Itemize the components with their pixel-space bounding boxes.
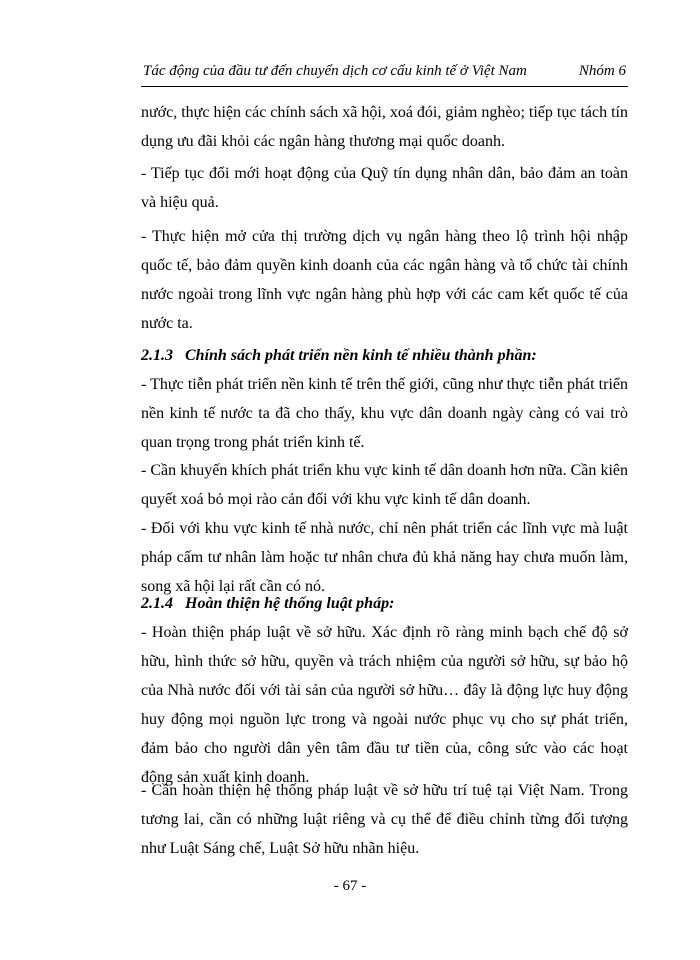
- section-title: Hoàn thiện hệ thống luật pháp:: [185, 595, 395, 612]
- section-heading-2-1-3: [141, 341, 628, 370]
- paragraph-4: - Thực tiễn phát triển nền kinh tế trên thế giới, cũng như thực tiễn phát triển nền kinh tế nước ta đã cho thấy, khu vực dân doanh ngày càng có vai trò quan trọng trong phát triển kinh tế.: [141, 376, 628, 451]
- section-heading-2-1-4: [141, 589, 628, 618]
- paragraph-2: - Tiếp tục đổi mới hoạt động của Quỹ tín dụng nhân dân, bảo đảm an toàn và hiệu quả.: [141, 165, 628, 211]
- paragraph-6: - Đối với khu vực kinh tế nhà nước, chỉ nên phát triển các lĩnh vực mà luật pháp cấm tư nhân làm hoặc tư nhân chưa đủ khả năng hay chưa muốn làm, song xã hội lại rất cần có nó.: [141, 520, 628, 595]
- paragraph-5: - Cần khuyến khích phát triển khu vực kinh tế dân doanh hơn nữa. Cần kiên quyết xoá bỏ mọi rào cản đối với khu vực kinh tế dân doanh.: [141, 462, 628, 508]
- paragraph-8: - Cần hoàn thiện hệ thống pháp luật về sở hữu trí tuệ tại Việt Nam. Trong tương lai, cần có những luật riêng và cụ thể để điều chỉnh từng đối tượng như Luật Sáng chế, Luật Sở hữu nhãn hiệu.: [141, 782, 628, 857]
- header-title: Tác động của đầu tư đến chuyển dịch cơ cấu kinh tế ở Việt Nam: [143, 63, 527, 79]
- paragraph-7: - Hoàn thiện pháp luật về sở hữu. Xác định rõ ràng minh bạch chế độ sở hữu, hình thức sở hữu, quyền và trách nhiệm của người sở hữu, sự bảo hộ của Nhà nước đối với tài sản của người sở hữu… đây là động lực huy động huy động mọi nguồn lực trong và ngoài nước phục vụ cho sự phát triển, đảm bảo cho người dân yên tâm đầu tư tiền của, công sức vào các hoạt động sản xuất kinh doanh.: [141, 624, 628, 786]
- page-number: - 67 -: [333, 878, 367, 894]
- section-number: 2.1.3: [141, 347, 173, 364]
- header-group: Nhóm 6: [578, 63, 626, 79]
- paragraph-1: nước, thực hiện các chính sách xã hội, xoá đói, giảm nghèo; tiếp tục tách tín dụng ưu đãi khỏi các ngân hàng thương mại quốc doanh.: [141, 104, 628, 150]
- section-number: 2.1.4: [141, 595, 173, 612]
- paragraph-3: - Thực hiện mở cửa thị trường dịch vụ ngân hàng theo lộ trình hội nhập quốc tế, bảo đảm quyền kinh doanh của các ngân hàng và tổ chức tài chính nước ngoài trong lĩnh vực ngân hàng phù hợp với các cam kết quốc tế của nước ta.: [141, 228, 628, 332]
- section-title: Chính sách phát triển nền kinh tế nhiều thành phần:: [185, 347, 537, 364]
- page-header: [141, 60, 628, 87]
